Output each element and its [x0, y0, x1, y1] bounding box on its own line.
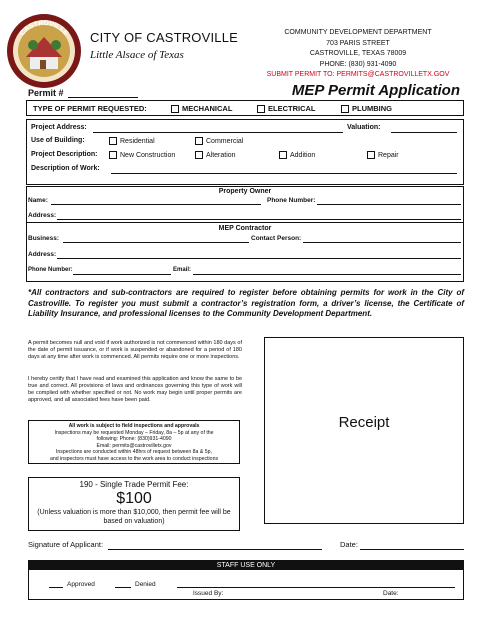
contact-person-label: Contact Person: [251, 235, 302, 242]
signature-date-label: Date: [340, 540, 358, 549]
denied-label: Denied [135, 581, 156, 588]
property-owner-heading: Property Owner [218, 188, 272, 195]
certification-text: I hereby certify that I have read and examined this application and know the same to be true and correct. All provisions of laws and ordinances governing this type of work will be complied with whether specified or not. No work may begin until proper permits are approved, and all associated fees have been paid. [28, 376, 242, 403]
department-name: COMMUNITY DEVELOPMENT DEPARTMENT [284, 29, 432, 36]
signature-label: Signature of Applicant: [28, 540, 104, 549]
project-address-label: Project Address: [31, 124, 87, 131]
option-electrical[interactable]: ELECTRICAL [257, 104, 316, 113]
registration-notice: *All contractors and sub-contractors are required to register before obtaining permits for work in the City of Castroville. To register you must submit a contractor’s registration form, a driver’s license, the Certificate of Liability Insurance, and professional licenses to the Community Development Department. [28, 288, 464, 318]
description-of-work-label: Description of Work: [31, 165, 100, 172]
inspection-box [28, 420, 240, 464]
checkbox-icon [279, 151, 287, 159]
city-seal-logo [6, 13, 82, 89]
inspection-line-4: Inspections are conducted within 48hrs of request between 8a & 5p, [55, 449, 212, 456]
owner-address-label: Address: [28, 212, 57, 219]
fee-title: 190 - Single Trade Permit Fee: [79, 480, 189, 489]
contact-person-field[interactable] [303, 235, 461, 243]
owner-address-field[interactable] [57, 212, 461, 220]
project-section [26, 119, 464, 185]
permit-validity-text: A permit becomes null and void if work authorized is not commenced within 180 days of the date of permit issuance, or if work is suspended or abandoned for a period of 180 days at any time after work is commenced. All permits require one or more inspections. [28, 340, 242, 360]
inspection-line-2: following: Phone: (830)931-4090 [96, 436, 172, 443]
office-phone: PHONE: (830) 931-4090 [319, 60, 397, 68]
owner-name-label: Name: [28, 197, 48, 204]
signature-field[interactable] [108, 540, 322, 550]
fee-box [28, 477, 240, 531]
valuation-label: Valuation: [347, 124, 381, 131]
use-of-building-label: Use of Building: [31, 137, 85, 144]
receipt-box [264, 337, 464, 524]
issued-date-label: Date: [383, 590, 399, 597]
checkbox-icon [367, 151, 375, 159]
checkbox-icon [109, 137, 117, 145]
valuation-field[interactable] [391, 124, 457, 133]
project-address-field[interactable] [93, 124, 343, 133]
option-alteration[interactable]: Alteration [195, 151, 236, 159]
owner-phone-field[interactable] [317, 197, 461, 205]
denied-field[interactable] [115, 581, 131, 588]
business-label: Business: [28, 235, 60, 242]
contractor-address-field[interactable] [57, 251, 461, 259]
signature-date-field[interactable] [360, 540, 464, 550]
checkbox-icon [195, 151, 203, 159]
approved-field[interactable] [49, 581, 63, 588]
issued-by-label: Issued By: [193, 590, 224, 597]
owner-name-field[interactable] [51, 197, 261, 205]
mep-contractor-heading: MEP Contractor [218, 225, 272, 232]
owner-phone-label: Phone Number: [267, 197, 316, 204]
contractor-address-label: Address: [28, 251, 57, 258]
inspection-title: All work is subject to field inspections and approvals [68, 423, 200, 429]
contractor-email-field[interactable] [193, 267, 461, 275]
staff-use-box [28, 560, 464, 600]
department-address [258, 28, 458, 81]
permit-number-label: Permit # [28, 88, 64, 98]
issued-by-field[interactable] [177, 581, 455, 588]
city-name: CITY OF CASTROVILLE [90, 30, 239, 45]
option-plumbing[interactable]: PLUMBING [341, 104, 392, 113]
street-address: 703 PARIS STREET [326, 39, 390, 47]
option-commercial[interactable]: Commercial [195, 137, 243, 145]
checkbox-icon [341, 105, 349, 113]
option-residential[interactable]: Residential [109, 137, 155, 145]
option-repair[interactable]: Repair [367, 151, 399, 159]
permit-type-row [26, 100, 464, 116]
form-title: MEP Permit Application [291, 82, 460, 99]
option-mechanical[interactable]: MECHANICAL [171, 104, 232, 113]
inspection-line-3: Email: permits@castrovilletx.gov [96, 442, 172, 449]
city-tagline: Little Alsace of Texas [90, 49, 184, 61]
contractor-email-label: Email: [173, 267, 192, 273]
submit-permit-email: SUBMIT PERMIT TO: PERMITS@CASTROVILLETX.GOV [266, 71, 450, 78]
permit-type-label: TYPE OF PERMIT REQUESTED: [33, 104, 147, 113]
inspection-line-1: Inspections may be requested Monday – Friday, 8a – 5p at any of the [54, 429, 214, 436]
option-new-construction[interactable]: New Construction [109, 151, 175, 159]
description-of-work-field[interactable] [111, 165, 457, 174]
city-state-zip: CASTROVILLE, TEXAS 78009 [309, 50, 407, 57]
checkbox-icon [257, 105, 265, 113]
permit-number-field[interactable] [68, 88, 138, 98]
checkbox-icon [171, 105, 179, 113]
contractor-phone-field[interactable] [73, 267, 171, 275]
staff-use-heading: STAFF USE ONLY [29, 561, 463, 570]
contractor-phone-label: Phone Number: [28, 267, 73, 273]
fee-note: (Unless valuation is more than $10,000, then permit fee will be based on valuation) [37, 509, 231, 525]
project-description-label: Project Description: [31, 151, 98, 158]
fee-amount: $100 [116, 490, 152, 507]
seal-text: CASTROVILLE [18, 19, 70, 38]
owner-contractor-section [26, 186, 464, 282]
business-field[interactable] [63, 235, 249, 243]
inspection-line-5: and inspectors must have access to the work area to conduct inspections [49, 455, 219, 462]
receipt-label: Receipt [338, 414, 390, 431]
option-addition[interactable]: Addition [279, 151, 315, 159]
checkbox-icon [109, 151, 117, 159]
approved-label: Approved [67, 581, 95, 588]
checkbox-icon [195, 137, 203, 145]
